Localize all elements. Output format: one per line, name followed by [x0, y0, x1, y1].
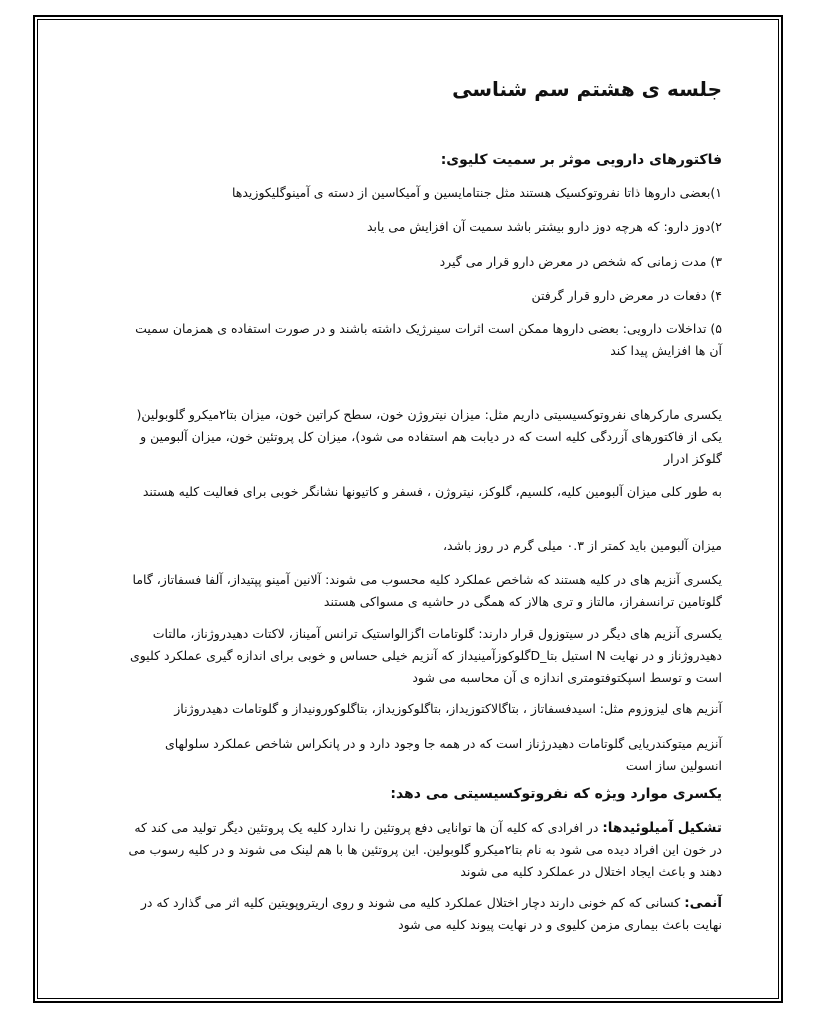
text-anemia: کسانی که کم خونی دارند دچار اختلال عملکرد کلیه می شوند و روی اریتروپویتین کلیه اثر می گذارد که در نهایت باعث بیماری مزمن کلیوی و در نهایت پیوند کلیه می شود — [140, 895, 722, 932]
factor-item-1: ۱)بعضی داروها ذاتا نفروتوکسیک هستند مثل جنتامایسین و آمیکاسین از دسته ی آمینوگلیکوزیدها — [231, 185, 722, 200]
factor-item-5: ۵) تداخلات دارویی: بعضی داروها ممکن است اثرات سینرژیک داشته باشند و در صورت استفاده ی همزمان سمیت آن ها افزایش پیدا کند — [135, 321, 722, 358]
paragraph-kidney-indicators: به طور کلی میزان آلبومین کلیه، کلسیم، گلوکز، نیتروژن ، فسفر و کاتیونها نشانگر خوبی برای فعالیت کلیه هستند — [142, 484, 722, 499]
paragraph-cytosol-enzymes: یکسری آنزیم های دیگر در سیتوزول قرار دارند: گلوتامات اگزالواستیک ترانس آمیناز، لاکتات دهیدروژناز، مالتات دهیدروژناز و در نهایت N استیل بتا_Dگلوکوزآمینیداز که آنزیم خیلی حساس و خوبی برای اندازه گیری عملکرد کلیوی است و توسط اسپکتوفتومتری اندازه ی آن محاسبه می شود — [129, 626, 722, 685]
factor-item-3: ۳) مدت زمانی که شخص در معرض دارو قرار می گیرد — [439, 254, 722, 269]
term-amyloid: تشکیل آمیلوئیدها: — [602, 820, 722, 836]
paragraph-albumin: میزان آلبومین باید کمتر از ۰.۳ میلی گرم در روز باشد، — [442, 538, 722, 553]
section-heading-factors: فاکتورهای دارویی موثر بر سمیت کلیوی: — [440, 152, 722, 168]
paragraph-lysosome-enzymes: آنزیم های لیزوزوم مثل: اسیدفسفاتاز ، بتاگالاکتوزیداز، بتاگلوکوزیداز، بتاگلوکورونیداز و گلوتامات دهیدروژناز — [174, 701, 722, 716]
factor-item-2: ۲)دوز دارو: که هرچه دوز دارو بیشتر باشد سمیت آن افزایش می یابد — [366, 219, 722, 234]
paragraph-markers: یکسری مارکرهای نفروتوکسیسیتی داریم مثل: میزان نیتروژن خون، سطح کراتین خون، میزان بتا۲میکرو گلوبولین( یکی از فاکتورهای آزردگی کلیه است که در دیابت هم استفاده می شود)، میزان کل پروتئین خون، میزان آلبومین و گلوکز ادرار — [136, 407, 722, 466]
special-case-anemia — [122, 892, 722, 936]
term-anemia: آنمی: — [684, 895, 722, 911]
special-case-amyloid — [122, 817, 722, 883]
document-title: جلسه ی هشتم سم شناسی — [452, 77, 722, 101]
text-amyloid: در افرادی که کلیه آن ها توانایی دفع پروتئین را ندارد کلیه یک پروتئین دیگر تولید می کند که در خون این افراد دیده می شود به نام بتا۲میکرو گلوبولین. این پروتئین ها با هم لینک می شوند و در کلیه رسوب می دهند و باعث ایجاد اختلال در عملکرد کلیه می شوند — [128, 820, 722, 879]
paragraph-brush-border-enzymes: یکسری آنزیم های در کلیه هستند که شاخص عملکرد کلیه محسوب می شوند: آلانین آمینو پپتیداز، آلفا فسفاتاز، گاما گلوتامین ترانسفراز، مالتاز و تری هالاز که همگی در حاشیه ی مسواکی هستند — [132, 572, 722, 609]
factor-item-4: ۴) دفعات در معرض دارو قرار گرفتن — [531, 288, 722, 303]
paragraph-mitochondrial-enzyme: آنزیم میتوکندریایی گلوتامات دهیدرژناز است که در همه جا وجود دارد و در پانکراس شاخص عملکرد سلولهای انسولین ساز است — [164, 736, 722, 773]
section-heading-special-cases: یکسری موارد ویژه که نفروتوکسیسیتی می دهد: — [390, 786, 722, 802]
